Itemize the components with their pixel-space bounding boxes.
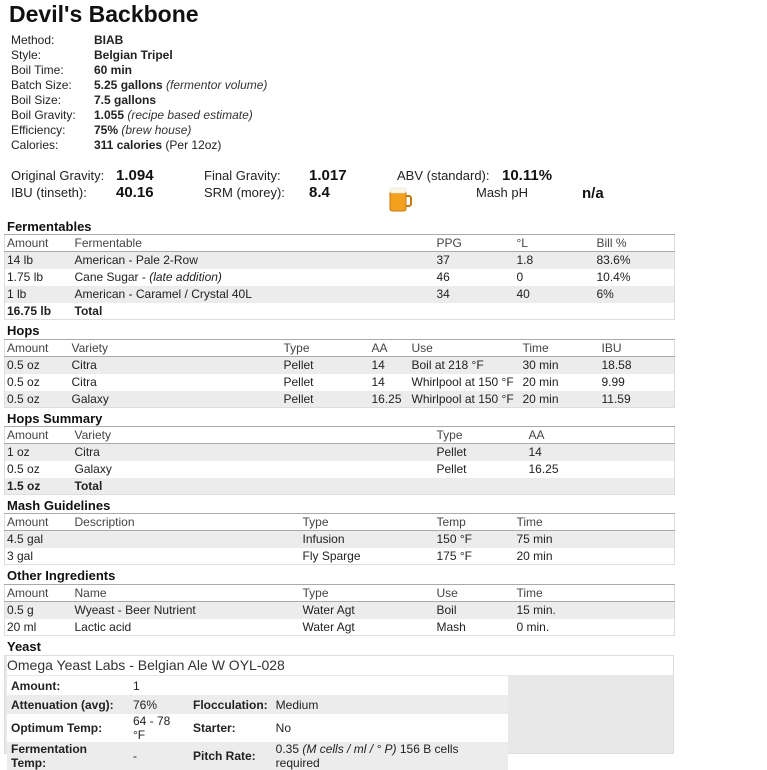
cell: Infusion <box>301 531 435 548</box>
batch-size-label: Batch Size: <box>11 78 72 92</box>
cell: 11.59 <box>600 391 675 408</box>
col-amount: Amount <box>5 585 73 602</box>
table-row <box>5 444 675 461</box>
table-row <box>7 676 508 695</box>
hops-table <box>4 339 675 408</box>
col-fermentable: Fermentable <box>73 235 435 252</box>
cell: 16.25 <box>528 462 559 476</box>
cell: American - Caramel / Crystal 40L <box>73 286 435 303</box>
hops-summary-heading: Hops Summary <box>7 411 103 426</box>
beer-mug-handle <box>406 196 411 206</box>
cell: Whirlpool at 150 °F <box>411 375 514 389</box>
cell: 9.99 <box>601 375 625 389</box>
cell: Wyeast - Beer Nutrient <box>73 602 301 619</box>
srm-value: 8.4 <box>309 184 330 201</box>
fg-value: 1.017 <box>309 167 347 184</box>
col-bill: Bill % <box>595 235 675 252</box>
recipe-title: Devil's Backbone <box>9 1 199 27</box>
cell: 0.5 g <box>5 602 73 619</box>
cell: Mash <box>436 619 466 634</box>
attenuation-label: Attenuation (avg): <box>7 695 129 714</box>
cell: 14 <box>370 357 410 374</box>
table-header-row <box>5 585 675 602</box>
col-type: Type <box>282 340 370 357</box>
srm-label: SRM (morey): <box>204 185 285 200</box>
cell: Citra <box>70 357 282 374</box>
cell: 20 min <box>521 391 600 408</box>
table-total-row <box>5 303 675 320</box>
table-row <box>5 357 675 374</box>
cell: 14 lb <box>5 252 73 269</box>
cell: 83.6% <box>595 252 675 269</box>
late-addition-note: (late addition) <box>149 270 222 284</box>
col-name: Name <box>73 585 301 602</box>
og-value: 1.094 <box>116 167 154 184</box>
yeast-amount-value: 1 <box>129 676 189 695</box>
method-label: Method: <box>11 33 55 47</box>
cell: 0 min. <box>516 619 550 634</box>
batch-size-note: (fermentor volume) <box>166 78 268 92</box>
mash-table <box>4 513 675 565</box>
yeast-panel <box>4 655 674 770</box>
table-row <box>5 619 675 636</box>
col-aa: AA <box>370 340 410 357</box>
table-header-row <box>5 340 675 357</box>
cell: 1.5 oz <box>5 478 73 495</box>
col-aa: AA <box>527 427 675 444</box>
cell: 1.75 lb <box>7 270 44 284</box>
cell: 1.8 <box>515 252 595 269</box>
col-variety: Variety <box>70 340 282 357</box>
col-type: Type <box>435 427 527 444</box>
hops-summary-table <box>4 426 675 495</box>
hops-heading: Hops <box>7 323 40 338</box>
cell: 14 <box>371 375 385 389</box>
col-ibu: IBU <box>600 340 675 357</box>
other-ingredients-table <box>4 584 675 636</box>
yeast-heading: Yeast <box>7 639 41 654</box>
col-variety: Variety <box>73 427 435 444</box>
col-time: Time <box>521 340 600 357</box>
cell: 6% <box>595 286 675 303</box>
attenuation-value: 76% <box>129 695 189 714</box>
cell <box>73 531 301 548</box>
boil-gravity-note: (recipe based estimate) <box>127 108 253 122</box>
table-header-row <box>5 427 675 444</box>
ibu-label: IBU (tinseth): <box>11 185 87 200</box>
table-row <box>5 269 675 286</box>
cell: 34 <box>435 286 515 303</box>
cell: 4.5 gal <box>5 531 73 548</box>
yeast-name: Omega Yeast Labs - Belgian Ale W OYL-028 <box>7 656 673 675</box>
yeast-amount-label: Amount: <box>7 676 129 695</box>
efficiency-note: (brew house) <box>121 123 192 137</box>
table-header-row <box>5 514 675 531</box>
cell: Cane Sugar - (late addition) <box>74 270 222 284</box>
col-type: Type <box>301 585 435 602</box>
cell: 0.5 oz <box>7 375 40 389</box>
cell: Boil <box>435 602 515 619</box>
cell: American - Pale 2-Row <box>73 252 435 269</box>
boil-size-label: Boil Size: <box>11 93 62 107</box>
beer-mug-body <box>390 191 406 211</box>
efficiency-label: Efficiency: <box>11 123 66 137</box>
table-header-row <box>5 235 675 252</box>
cell: Whirlpool at 150 °F <box>410 391 521 408</box>
cell: Pellet <box>283 375 314 389</box>
col-amount: Amount <box>5 427 73 444</box>
method-value: BIAB <box>94 33 124 47</box>
og-label: Original Gravity: <box>11 168 105 183</box>
cell: 0.5 oz <box>5 391 70 408</box>
cell: Total <box>73 478 435 495</box>
boil-time-label: Boil Time: <box>11 63 64 77</box>
beer-mug-icon <box>388 186 413 212</box>
col-amount: Amount <box>5 340 70 357</box>
col-ppg: PPG <box>435 235 515 252</box>
cell: 1 lb <box>5 286 73 303</box>
cell: Pellet <box>436 462 467 476</box>
batch-size-value: 5.25 gallons (fermentor volume) <box>94 78 268 92</box>
mash-heading: Mash Guidelines <box>7 498 111 513</box>
cell: Galaxy <box>74 462 112 476</box>
boil-gravity-label: Boil Gravity: <box>11 108 76 122</box>
fg-label: Final Gravity: <box>204 168 281 183</box>
cell: Water Agt <box>301 602 435 619</box>
flocculation-label: Flocculation: <box>189 695 272 714</box>
fermentation-temp-label: Fermentation Temp: <box>7 742 129 770</box>
cell: 1 oz <box>5 444 73 461</box>
flocculation-value: Medium <box>272 695 508 714</box>
style-label: Style: <box>11 48 42 62</box>
table-total-row <box>5 478 675 495</box>
boil-time-value: 60 min <box>94 63 133 77</box>
cell: 0 <box>516 270 524 284</box>
pitch-rate-value: 0.35 (M cells / ml / ° P) 156 B cells required <box>272 742 508 770</box>
calories-note: (Per 12oz) <box>165 138 222 152</box>
col-time: Time <box>515 514 675 531</box>
cell: 18.58 <box>600 357 675 374</box>
table-row <box>5 374 675 391</box>
cell: Water Agt <box>302 619 355 634</box>
col-description: Description <box>73 514 301 531</box>
mash-ph-label: Mash pH <box>476 185 529 200</box>
calories-label: Calories: <box>11 138 59 152</box>
table-row <box>5 548 675 565</box>
cell: 14 <box>527 444 675 461</box>
pitch-rate-label: Pitch Rate: <box>189 742 272 770</box>
cell: 16.75 lb <box>7 303 52 318</box>
cell: Fly Sparge <box>302 548 361 563</box>
boil-size-value: 7.5 gallons <box>94 93 157 107</box>
starter-value: No <box>272 714 508 742</box>
cell: 20 min <box>516 548 553 563</box>
table-row <box>5 391 675 408</box>
fermentation-temp-value: - <box>129 742 189 770</box>
table-row <box>5 286 675 303</box>
table-row <box>7 695 508 714</box>
cell: 0.5 oz <box>7 462 40 476</box>
cell: Pellet <box>282 391 370 408</box>
cell: Citra <box>71 375 97 389</box>
table-row <box>5 252 675 269</box>
abv-value: 10.11% <box>502 167 553 184</box>
cell: Boil at 218 °F <box>410 357 521 374</box>
col-type: Type <box>301 514 435 531</box>
boil-gravity-value: 1.055 (recipe based estimate) <box>94 108 253 122</box>
cell <box>73 548 301 565</box>
col-temp: Temp <box>435 514 515 531</box>
calories-value: 311 calories (Per 12oz) <box>94 138 222 152</box>
cell: Pellet <box>435 444 527 461</box>
fermentables-table <box>4 234 675 320</box>
efficiency-value: 75% (brew house) <box>94 123 192 137</box>
starter-label: Starter: <box>189 714 272 742</box>
col-use: Use <box>410 340 521 357</box>
cell: 30 min <box>521 357 600 374</box>
cell: 10.4% <box>596 270 631 284</box>
col-amount: Amount <box>5 235 73 252</box>
col-use: Use <box>435 585 515 602</box>
cell: 20 min <box>522 375 559 389</box>
yeast-details-table <box>7 676 508 770</box>
beer-foam <box>390 188 406 193</box>
table-row <box>7 714 508 742</box>
table-row <box>5 531 675 548</box>
fermentables-heading: Fermentables <box>7 219 92 234</box>
ibu-value: 40.16 <box>116 184 154 201</box>
cell: Total <box>74 303 103 318</box>
cell: 0.5 oz <box>5 357 70 374</box>
cell: Citra <box>73 444 435 461</box>
style-value: Belgian Tripel <box>94 48 173 62</box>
cell: 175 °F <box>436 548 472 563</box>
cell: 75 min <box>515 531 675 548</box>
cell: 37 <box>435 252 515 269</box>
cell: 15 min. <box>515 602 675 619</box>
table-row <box>7 742 508 770</box>
cell: 150 °F <box>435 531 515 548</box>
table-row <box>5 602 675 619</box>
cell: 16.25 <box>370 391 410 408</box>
other-ingredients-heading: Other Ingredients <box>7 568 116 583</box>
cell: Pellet <box>282 357 370 374</box>
abv-label: ABV (standard): <box>397 168 490 183</box>
optimum-temp-label: Optimum Temp: <box>7 714 129 742</box>
table-row <box>5 461 675 478</box>
cell: 40 <box>515 286 595 303</box>
cell: 46 <box>436 270 450 284</box>
cell: 3 gal <box>7 548 34 563</box>
cell: Galaxy <box>70 391 282 408</box>
col-lovibond: °L <box>515 235 595 252</box>
col-amount: Amount <box>5 514 73 531</box>
optimum-temp-value: 64 - 78 °F <box>129 714 189 742</box>
cell: 20 ml <box>7 619 37 634</box>
col-time: Time <box>515 585 675 602</box>
mash-ph-value: n/a <box>582 185 604 202</box>
cell: Lactic acid <box>74 619 132 634</box>
